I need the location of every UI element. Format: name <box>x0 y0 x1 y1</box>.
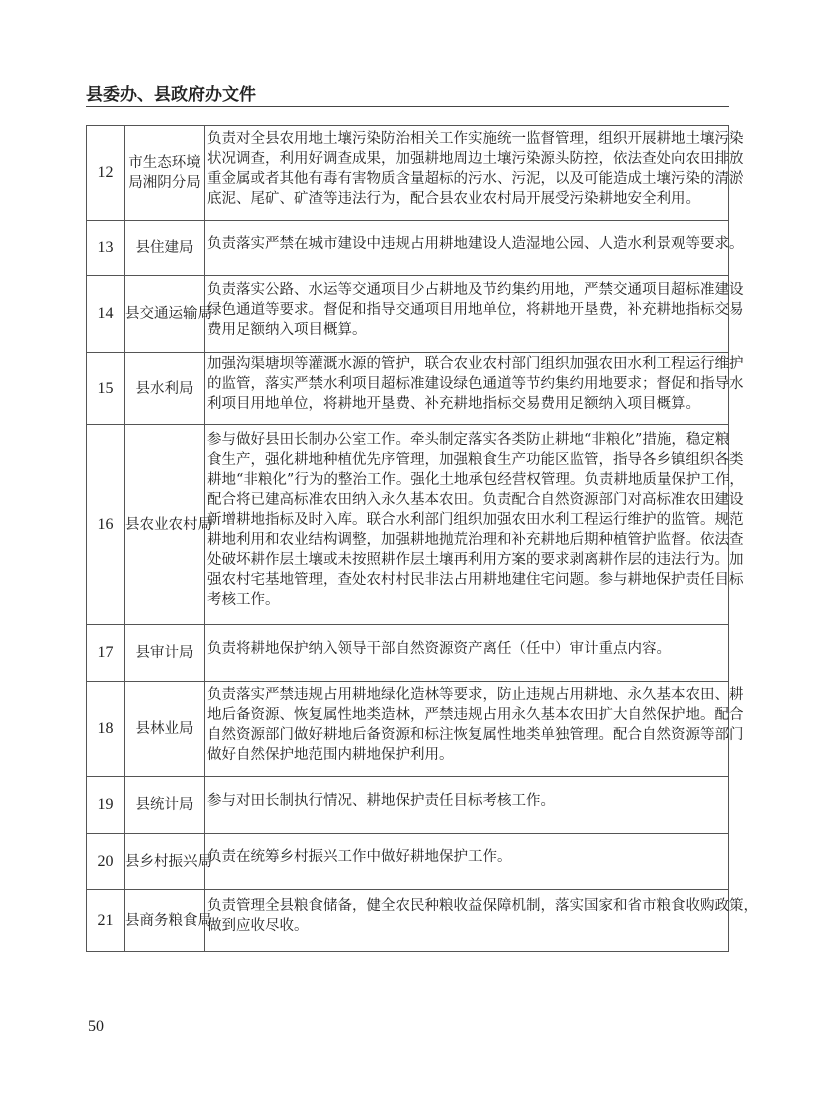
duty-text-line: 费用足额纳入项目概算。 <box>207 321 367 338</box>
department-cell <box>125 126 205 221</box>
duty-text-line: 负责管理全县粮食储备，健全农民种粮收益保障机制，落实国家和省市粮食收购政策， <box>207 898 758 914</box>
table-row <box>87 353 729 425</box>
duty-text-line: 地后备资源、恢复属性地类造林，严禁违规占用永久基本农田扩大自然保护地。配合 <box>207 706 744 723</box>
department-cell <box>125 834 212 890</box>
duty-text-line: 处破坏耕作层土壤或未按照耕作层土壤再利用方案的要求剥离耕作层的违法行为。加 <box>207 552 744 568</box>
duty-text-line: 负责落实严禁在城市建设中违规占用耕地建设人造湿地公园、人造水利景观等要求。 <box>207 235 744 252</box>
row-number: 19 <box>87 777 125 834</box>
row-number: 16 <box>87 425 125 625</box>
duty-text-line: 负责将耕地保护纳入领导干部自然资源资产离任（任中）审计重点内容。 <box>207 640 671 657</box>
duty-text-line: 参与对田长制执行情况、耕地保护责任目标考核工作。 <box>207 792 555 809</box>
duty-cell <box>205 353 744 425</box>
duty-text-line: 负责在统筹乡村振兴工作中做好耕地保护工作。 <box>207 849 512 865</box>
duty-text-line: 做到应收尽收。 <box>207 918 309 934</box>
row-number: 21 <box>87 890 125 952</box>
table-row <box>87 682 729 777</box>
duty-text-line: 配合将已建高标准农田纳入永久基本农田。负责配合自然资源部门对高标准农田建设 <box>207 492 744 508</box>
duty-cell <box>205 834 729 890</box>
duty-text-line: 耕地“非粮化”行为的整治工作。强化土地承包经营权管理。负责耕地质量保护工作， <box>207 472 744 488</box>
page-number: 50 <box>88 1018 104 1035</box>
duty-text-line: 负责对全县农用地土壤污染防治相关工作实施统一监督管理，组织开展耕地土壤污染 <box>207 130 744 147</box>
duty-text-line: 新增耕地指标及时入库。联合水利部门组织加强农田水利工程运行维护的监管。规范 <box>207 512 744 528</box>
department-name-line: 县农业农村局 <box>125 516 212 533</box>
duty-cell <box>205 777 729 834</box>
table-row <box>87 126 729 221</box>
department-name-line: 县水利局 <box>135 380 194 397</box>
duty-cell <box>205 625 729 682</box>
department-name-line: 市生态环境 <box>128 155 201 171</box>
duty-text-line: 自然资源部门做好耕地后备资源和标注恢复属性地类单独管理。配合自然资源等部门 <box>207 726 744 743</box>
duty-text-line: 食生产，强化耕地种植优先序管理，加强粮食生产功能区监管，指导各乡镇组织各类 <box>207 452 744 468</box>
table-row <box>87 777 729 834</box>
duty-text-line: 耕地利用和农业结构调整，加强耕地抛荒治理和补充耕地后期种植管护监督。依法查 <box>207 532 744 548</box>
document-header: 县委办、县政府办文件 <box>86 85 256 105</box>
department-cell <box>125 276 212 353</box>
department-name-line: 局湘阴分局 <box>128 175 201 191</box>
duty-cell <box>205 890 758 952</box>
duty-cell <box>205 221 744 276</box>
department-name-line: 县审计局 <box>135 645 194 661</box>
table-row <box>87 890 729 952</box>
duty-text-line: 负责落实严禁违规占用耕地绿化造林等要求，防止违规占用耕地、永久基本农田、耕 <box>207 686 744 703</box>
department-name-line: 县住建局 <box>135 240 194 256</box>
responsibility-table <box>86 125 758 952</box>
department-cell <box>125 221 205 276</box>
row-number: 15 <box>87 353 125 425</box>
duty-text-line: 强农村宅基地管理，查处农村村民非法占用耕地建住宅问题。参与耕地保护责任目标 <box>207 572 744 588</box>
duty-text-line: 加强沟渠塘坝等灌溉水源的管护，联合农业农村部门组织加强农田水利工程运行维护 <box>207 356 744 372</box>
duty-cell <box>205 425 744 625</box>
duty-text-line: 利项目用地单位，将耕地开垦费、补充耕地指标交易费用足额纳入项目概算。 <box>207 396 700 412</box>
row-number: 18 <box>87 682 125 777</box>
table-row <box>87 425 729 625</box>
department-name-line: 县林业局 <box>135 721 194 737</box>
row-number: 17 <box>87 625 125 682</box>
row-number: 14 <box>87 276 125 353</box>
row-number: 13 <box>87 221 125 276</box>
table-row <box>87 276 729 353</box>
table-row <box>87 625 729 682</box>
duty-text-line: 的监管，落实严禁水利项目超标准建设绿色通道等节约集约用地要求；督促和指导水 <box>207 376 744 392</box>
department-name-line: 县统计局 <box>135 797 194 813</box>
duty-text-line: 状况调查，利用好调查成果，加强耕地周边土壤污染源头防控，依法查处向农田排放 <box>207 150 744 167</box>
department-cell <box>125 425 212 625</box>
duty-text-line: 底泥、尾矿、矿渣等违法行为，配合县农业农村局开展受污染耕地安全利用。 <box>207 190 700 207</box>
duty-cell <box>205 276 744 353</box>
duty-text-line: 考核工作。 <box>207 592 280 608</box>
duty-text-line: 重金属或者其他有毒有害物质含量超标的污水、污泥，以及可能造成土壤污染的清淤 <box>207 170 744 187</box>
header-divider <box>86 106 729 107</box>
department-cell <box>125 890 212 952</box>
row-number: 12 <box>87 126 125 221</box>
department-name-line: 县商务粮食局 <box>125 912 212 929</box>
duty-text-line: 绿色通道等要求。督促和指导交通项目用地单位，将耕地开垦费，补充耕地指标交易 <box>207 301 744 318</box>
duty-cell <box>205 682 744 777</box>
duty-text-line: 做好自然保护地范围内耕地保护利用。 <box>207 746 454 763</box>
duty-text-line: 负责落实公路、水运等交通项目少占耕地及节约集约用地，严禁交通项目超标准建设 <box>207 281 744 298</box>
table-row <box>87 221 729 276</box>
table-row <box>87 834 729 890</box>
duty-cell <box>205 126 744 221</box>
duty-text-line: 参与做好县田长制办公室工作。牵头制定落实各类防止耕地“非粮化”措施，稳定粮 <box>207 432 730 448</box>
department-cell <box>125 777 205 834</box>
department-name-line: 县交通运输局 <box>125 306 212 322</box>
row-number: 20 <box>87 834 125 890</box>
department-name-line: 县乡村振兴局 <box>125 853 212 870</box>
department-cell <box>125 353 205 425</box>
department-cell <box>125 682 205 777</box>
department-cell <box>125 625 205 682</box>
